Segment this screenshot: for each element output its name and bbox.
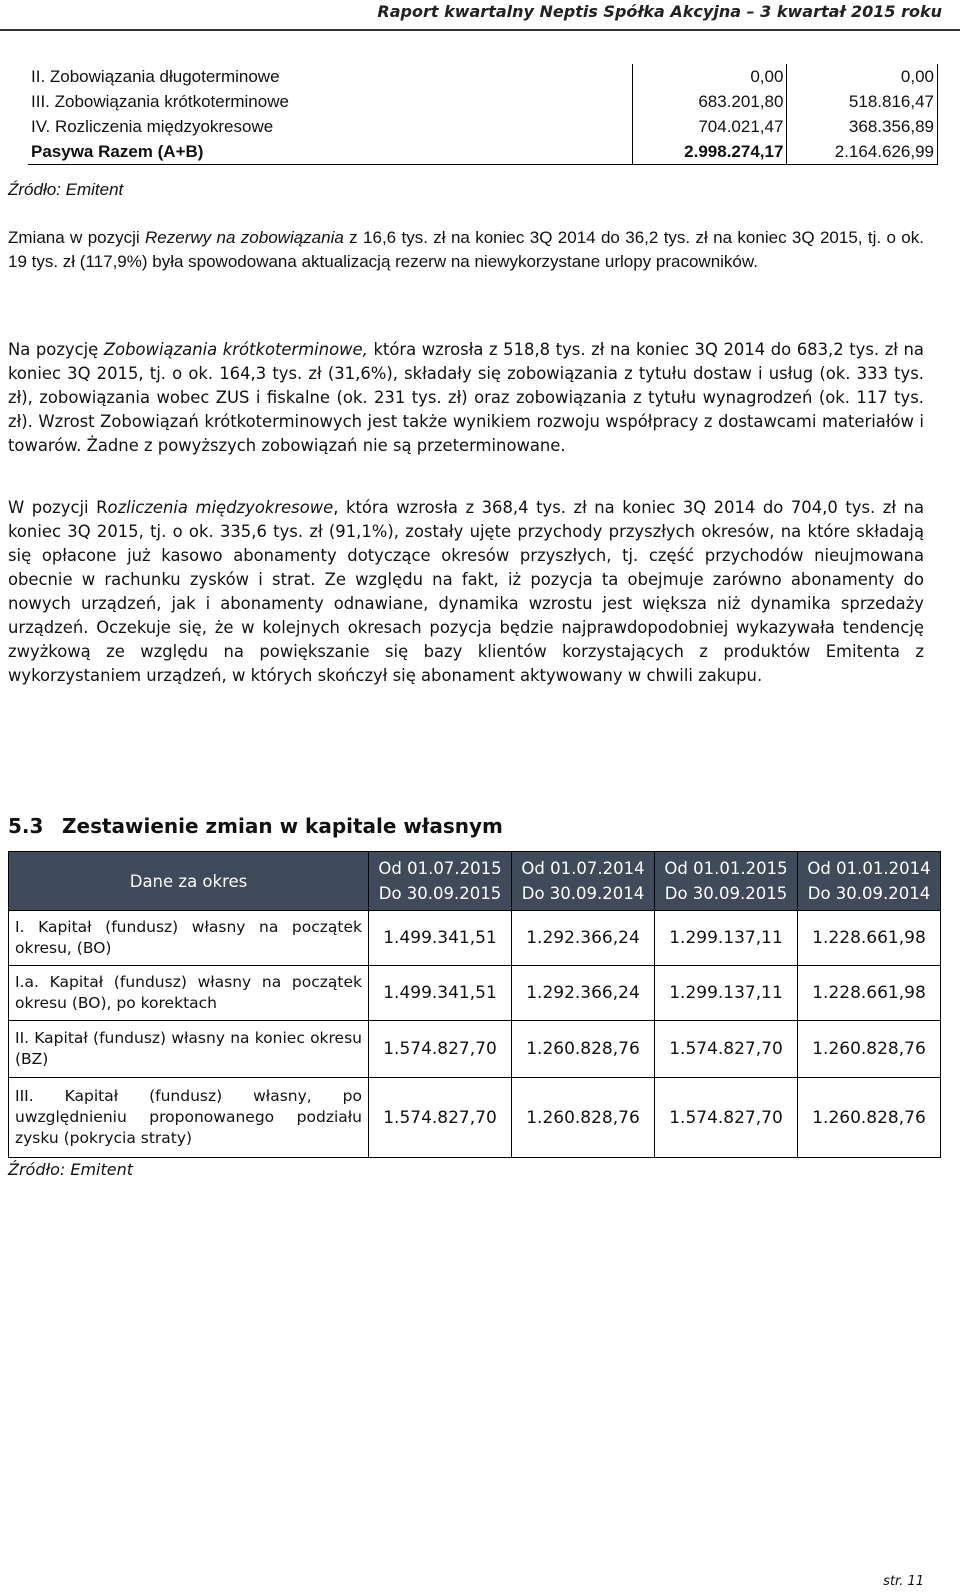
cell-value: 1.228.661,98 — [798, 966, 941, 1021]
cell-value: 1.260.828,76 — [798, 1078, 941, 1158]
row-label: IV. Rozliczenia międzyokresowe — [31, 117, 274, 136]
period-header — [655, 852, 798, 911]
paragraph-emphasis: Rezerwy na zobowiązania — [145, 228, 344, 247]
value-current: 0,00 — [632, 64, 787, 89]
table-row — [9, 1078, 941, 1158]
table-row — [9, 911, 941, 966]
cell-value: 1.574.827,70 — [655, 1078, 798, 1158]
balance-sheet-table — [28, 64, 938, 165]
row-label: Pasywa Razem (A+B) — [28, 139, 632, 165]
paragraph-text: W pozycji R — [8, 498, 108, 517]
cell-value: 1.228.661,98 — [798, 911, 941, 966]
cell-value: 1.260.828,76 — [798, 1021, 941, 1078]
row-label: I. Kapitał (fundusz) własny na początek okresu, (BO) — [9, 911, 369, 966]
page-header — [0, 0, 960, 36]
table-row — [28, 114, 938, 139]
paragraph-emphasis: ozliczenia międzyokresowe — [107, 498, 334, 517]
equity-changes-table — [8, 851, 941, 1158]
cell-value: 1.574.827,70 — [369, 1078, 512, 1158]
cell-value: 1.574.827,70 — [655, 1021, 798, 1078]
row-label: III. Kapitał (fundusz) własny, po uwzględnieniu proponowanego podziału zysku (pokrycia straty) — [9, 1078, 369, 1158]
row-label: III. Zobowiązania krótkoterminowe — [31, 92, 289, 111]
paragraph-rozliczenia — [8, 496, 924, 688]
value-previous: 0,00 — [787, 64, 938, 89]
paragraph-text: Na pozycję — [8, 340, 104, 359]
paragraph-rezerwy — [8, 226, 924, 274]
period-from: Od 01.01.2015 — [664, 859, 788, 878]
cell-value: 1.574.827,70 — [369, 1021, 512, 1078]
cell-value: 1.499.341,51 — [369, 911, 512, 966]
period-from: Od 01.01.2014 — [807, 859, 931, 878]
paragraph-text: która wzrosła z 518,8 tys. zł na koniec 3Q 2014 do 683,2 tys. zł na koniec 3Q 2015, tj. o ok. 164,3 tys. zł (31,6%), składały się zobowiązania z tytułu dostaw i usług (ok. 333 tys. zł), zobowiązania wobec ZUS i fiskalne (ok. 231 tys. zł) oraz zobowiązania z tytułu wynagrodzeń (ok. 117 tys. zł). Wzrost Zobowiązań krótkoterminowych jest także wynikiem rozwoju współpracy z dostawcami materiałów i towarów. Żadne z powyższych zobowiązań nie są przeterminowane. — [8, 340, 924, 455]
report-title: Raport kwartalny Neptis Spółka Akcyjna – 3 kwartał 2015 roku — [377, 2, 942, 21]
value-previous: 368.356,89 — [787, 114, 938, 139]
section-number: 5.3 — [8, 814, 44, 838]
cell-value: 1.260.828,76 — [512, 1021, 655, 1078]
period-to: Do 30.09.2015 — [378, 884, 502, 903]
row-label: II. Kapitał (fundusz) własny na koniec okresu (BZ) — [9, 1021, 369, 1078]
table-row — [28, 89, 938, 114]
table-row — [28, 64, 938, 89]
cell-value: 1.299.137,11 — [655, 911, 798, 966]
cell-value: 1.499.341,51 — [369, 966, 512, 1021]
table-row — [9, 966, 941, 1021]
page-number: str. 11 — [883, 1574, 924, 1589]
cell-value: 1.292.366,24 — [512, 911, 655, 966]
paragraph-text: z 16,6 tys. zł na koniec 3Q 2014 do 36,2 tys. zł na koniec 3Q 2015, tj. o ok. 19 tys. zł (117,9%) była spowodowana aktualizacją rezerw na niewykorzystane urlopy pracowników. — [8, 228, 924, 271]
period-to: Do 30.09.2015 — [664, 884, 788, 903]
table-row — [9, 1021, 941, 1078]
cell-value: 1.292.366,24 — [512, 966, 655, 1021]
table-row-total — [28, 139, 938, 165]
header-label: Dane za okres — [9, 852, 369, 911]
cell-value: 1.260.828,76 — [512, 1078, 655, 1158]
section-title: Zestawienie zmian w kapitale własnym — [62, 814, 503, 838]
period-from: Od 01.07.2015 — [378, 859, 502, 878]
header-divider — [0, 29, 960, 31]
balance-source-note: Źródło: Emitent — [8, 180, 124, 199]
paragraph-zobowiazania — [8, 338, 924, 458]
value-previous: 2.164.626,99 — [787, 139, 938, 165]
paragraph-text: , która wzrosła z 368,4 tys. zł na koniec 3Q 2014 do 704,0 tys. zł na koniec 3Q 2015, tj. o ok. 335,6 tys. zł (91,1%), zostały ujęte przychody przyszłych okresów, na które składają się opłacone już kasowo abonamenty dotyczące okresów przyszłych, tj. część przychodów nieujmowana obecnie w rachunku zysków i strat. Ze względu na fakt, iż pozycja ta obejmuje zarówno abonamenty do nowych urządzeń, jak i abonamenty odnawiane, dynamika wzrostu jest większa niż dynamika sprzedaży urządzeń. Oczekuje się, że w kolejnych okresach pozycja będzie najprawdopodobniej wykazywała tendencję zwyżkową ze względu na powiększanie się bazy klientów korzystających z produktów Emitenta z wykorzystaniem urządzeń, w których skończył się abonament aktywowany w chwili zakupu. — [8, 498, 924, 685]
value-current: 704.021,47 — [632, 114, 787, 139]
paragraph-text: Zmiana w pozycji — [8, 228, 146, 247]
value-previous: 518.816,47 — [787, 89, 938, 114]
period-to: Do 30.09.2014 — [807, 884, 931, 903]
section-heading — [8, 814, 503, 838]
period-from: Od 01.07.2014 — [521, 859, 645, 878]
value-current: 2.998.274,17 — [632, 139, 787, 165]
paragraph-emphasis: Zobowiązania krótkoterminowe, — [103, 340, 368, 359]
equity-source-note: Źródło: Emitent — [8, 1160, 134, 1179]
cell-value: 1.299.137,11 — [655, 966, 798, 1021]
row-label: I.a. Kapitał (fundusz) własny na początek okresu (BO), po korektach — [9, 966, 369, 1021]
period-to: Do 30.09.2014 — [521, 884, 645, 903]
period-header — [798, 852, 941, 911]
table-header-row — [9, 852, 941, 911]
row-label: II. Zobowiązania długoterminowe — [31, 67, 280, 86]
period-header — [369, 852, 512, 911]
period-header — [512, 852, 655, 911]
value-current: 683.201,80 — [632, 89, 787, 114]
